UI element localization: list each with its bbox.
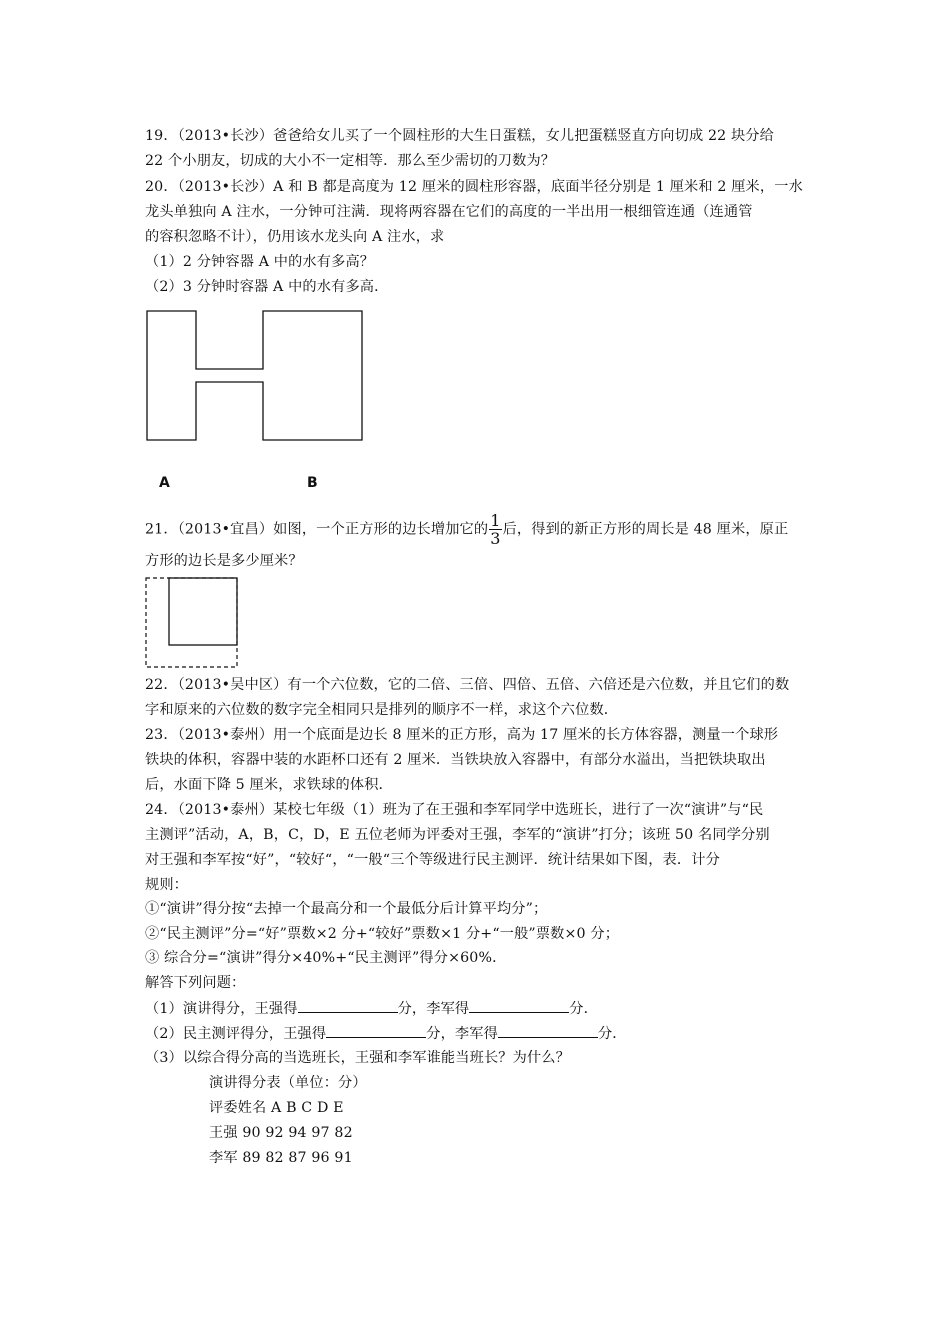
score-table-row-wang: 王强 90 92 94 97 82 — [209, 1125, 353, 1141]
fraction-numerator: 1 — [490, 511, 501, 530]
enlarged-square-dashed — [146, 578, 237, 667]
container-a-label: A — [159, 475, 170, 491]
part-1-text-a: （1）演讲得分，王强得 — [145, 1001, 298, 1017]
square-growth-figure — [145, 577, 240, 669]
q20-line-1: 20．（2013•长沙）A 和 B 都是高度为 12 厘米的圆柱形容器，底面半径分别是 1 厘米和 2 厘米，一水 — [145, 179, 803, 195]
fraction-denominator: 3 — [490, 529, 501, 548]
q24-part-2 — [145, 1023, 807, 1044]
q24-part-1 — [145, 998, 807, 1019]
part-1-text-b: 分，李军得 — [397, 1001, 470, 1017]
q19-line-1: 19．（2013•长沙）爸爸给女儿买了一个圆柱形的大生日蛋糕，女儿把蛋糕竖直方向切成 22 块分给 — [145, 128, 774, 144]
q19-line-2: 22 个小朋友，切成的大小不一定相等．那么至少需切的刀数为？ — [145, 153, 556, 169]
q24-part-3: （3）以综合得分高的当选班长，王强和李军谁能当班长？为什么？ — [145, 1050, 570, 1066]
container-outline — [147, 311, 362, 440]
q20-sub-2: （2）3 分钟时容器 A 中的水有多高． — [145, 279, 389, 295]
q21-text-after: 后，得到的新正方形的周长是 48 厘米，原正 — [502, 521, 789, 538]
q20-line-3: 的容积忽略不计），仍用该水龙头向 A 注水，求 — [145, 229, 445, 245]
q24-line-4: 规则： — [145, 877, 189, 893]
li-speech-score-blank — [469, 998, 569, 1013]
q24-line-1: 24．（2013•泰州）某校七年级（1）班为了在王强和李军同学中选班长，进行了一次“演讲”与“民 — [145, 802, 764, 818]
one-third-fraction — [489, 512, 501, 547]
q24-line-3: 对王强和李军按“好”，“较好“，“一般“三个等级进行民主测评．统计结果如下图，表．计分 — [145, 852, 720, 868]
part-2-text-a: （2）民主测评得分，王强得 — [145, 1026, 327, 1042]
q23-line-1: 23．（2013•泰州）用一个底面是边长 8 厘米的正方形，高为 17 厘米的长方体容器，测量一个球形 — [145, 727, 779, 743]
q24-line-2: 主测评”活动，A，B，C，D，E 五位老师为评委对王强，李军的“演讲”打分；该班 50 名同学分别 — [145, 827, 770, 843]
wang-vote-score-blank — [326, 1023, 426, 1038]
q21-line-2: 方形的边长是多少厘米？ — [145, 553, 303, 569]
part-2-text-b: 分，李军得 — [426, 1026, 498, 1042]
q22-line-2: 字和原来的六位数的数字完全相同只是排列的顺序不一样，求这个六位数． — [145, 702, 619, 718]
q23-line-2: 铁块的体积，容器中装的水距杯口还有 2 厘米．当铁块放入容器中，有部分水溢出，当把铁块取出 — [145, 752, 766, 768]
q24-rule-3: ③ 综合分=“演讲”得分×40%+“民主测评”得分×60%． — [145, 950, 507, 966]
score-table-row-li: 李军 89 82 87 96 91 — [209, 1150, 353, 1166]
q23-line-3: 后，水面下降 5 厘米，求铁球的体积． — [145, 777, 393, 793]
q24-rule-2: ②“民主测评”分=“好”票数×2 分+“较好”票数×1 分+“一般”票数×0 分； — [145, 926, 620, 942]
container-b-label: B — [307, 475, 318, 491]
q20-line-2: 龙头单独向 A 注水，一分钟可注满．现将两容器在它们的高度的一半出用一根细管连通（连通管 — [145, 204, 753, 220]
li-vote-score-blank — [498, 1023, 598, 1038]
part-1-text-c: 分． — [569, 1001, 598, 1017]
score-table-title: 演讲得分表（单位：分） — [209, 1075, 367, 1091]
q20-sub-1: （1）2 分钟容器 A 中的水有多高？ — [145, 254, 375, 270]
q22-line-1: 22．（2013•吴中区）有一个六位数，它的二倍、三倍、四倍、五倍、六倍还是六位数，并且它们的数 — [145, 677, 790, 693]
q21-text-before: 21．（2013•宜昌）如图，一个正方形的边长增加它的 — [145, 521, 489, 538]
part-2-text-c: 分． — [597, 1026, 627, 1042]
q21-line-1 — [145, 512, 807, 547]
q24-rule-1: ①“演讲”得分按“去掉一个最高分和一个最低分后计算平均分”； — [145, 901, 548, 917]
original-square — [169, 578, 237, 645]
score-table-header: 评委姓名 A B C D E — [209, 1100, 344, 1116]
connected-containers-figure — [146, 310, 364, 442]
q24-answer-intro: 解答下列问题： — [145, 975, 246, 991]
wang-speech-score-blank — [298, 998, 398, 1013]
